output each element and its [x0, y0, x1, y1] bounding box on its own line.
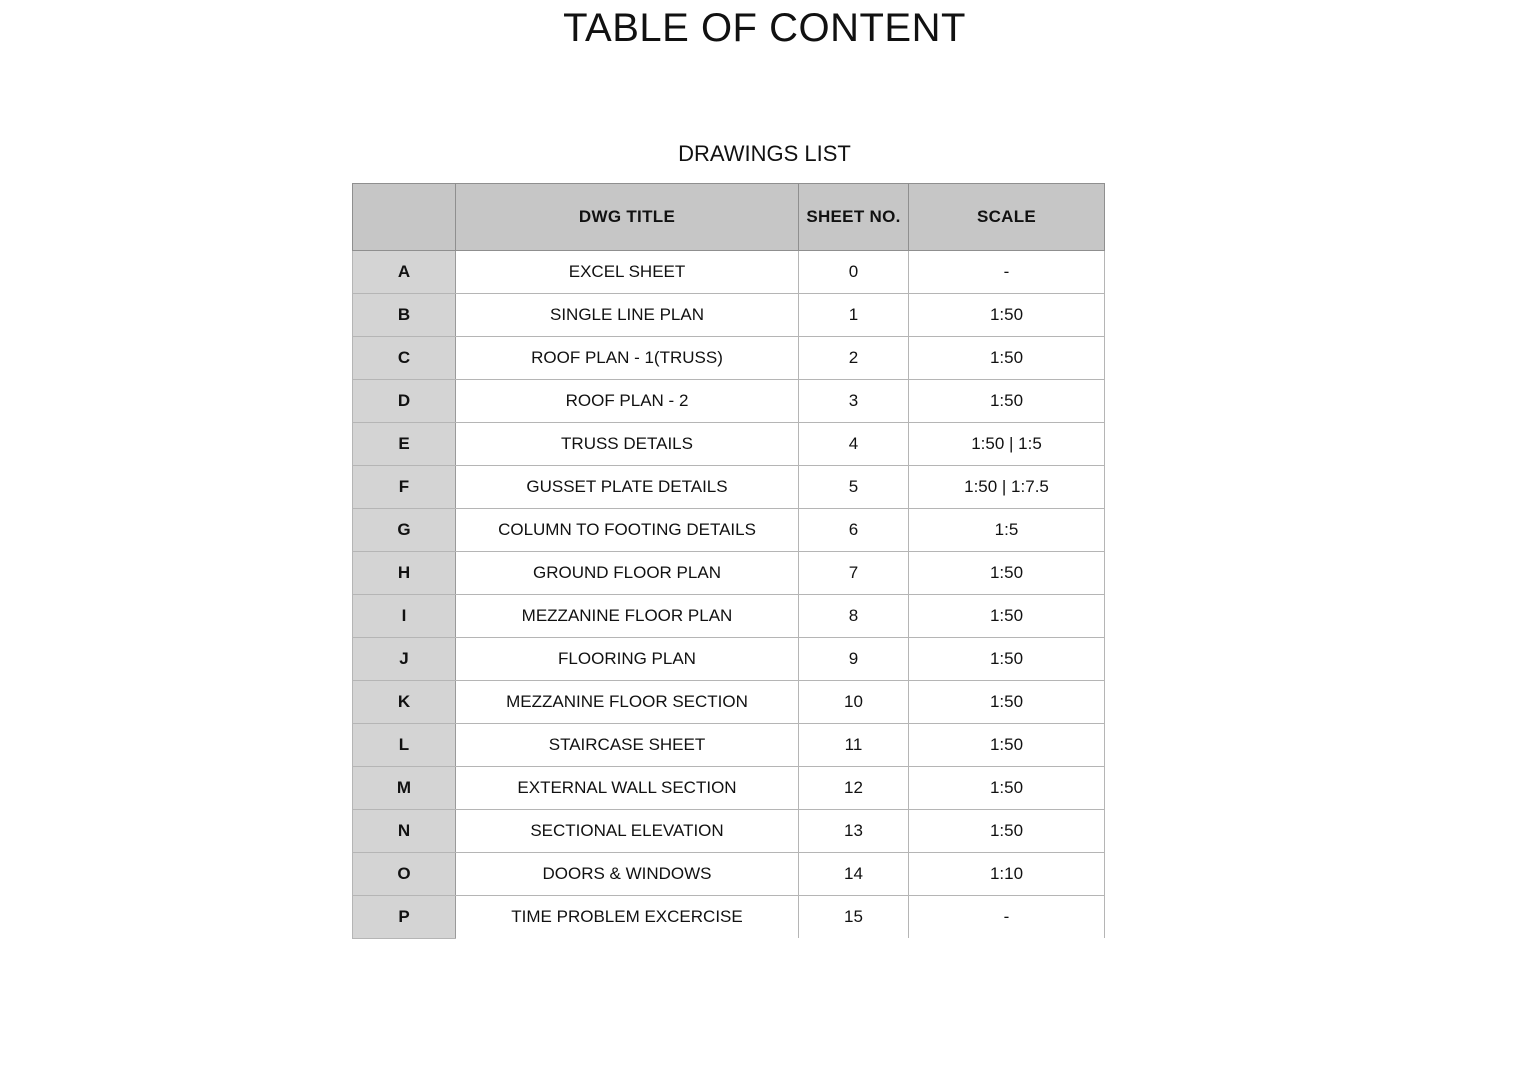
column-header-scale: SCALE: [909, 184, 1105, 251]
row-scale: 1:10: [909, 853, 1105, 896]
row-code: N: [353, 810, 456, 853]
row-scale: 1:50: [909, 595, 1105, 638]
row-scale: 1:50: [909, 681, 1105, 724]
row-scale: 1:50 | 1:7.5: [909, 466, 1105, 509]
row-scale: 1:50 | 1:5: [909, 423, 1105, 466]
drawings-list-table: [352, 183, 1105, 939]
row-scale: -: [909, 251, 1105, 294]
row-sheet-no: 2: [799, 337, 909, 380]
table-row: [353, 552, 1105, 595]
row-title: TIME PROBLEM EXCERCISE: [456, 896, 799, 939]
row-title: COLUMN TO FOOTING DETAILS: [456, 509, 799, 552]
row-title: STAIRCASE SHEET: [456, 724, 799, 767]
row-code: I: [353, 595, 456, 638]
row-code: L: [353, 724, 456, 767]
row-sheet-no: 12: [799, 767, 909, 810]
table-row: [353, 681, 1105, 724]
row-sheet-no: 6: [799, 509, 909, 552]
row-sheet-no: 8: [799, 595, 909, 638]
row-sheet-no: 5: [799, 466, 909, 509]
row-sheet-no: 4: [799, 423, 909, 466]
column-header-sheet-no: SHEET NO.: [799, 184, 909, 251]
row-scale: 1:50: [909, 767, 1105, 810]
table-row: [353, 294, 1105, 337]
row-scale: 1:50: [909, 380, 1105, 423]
table-row: [353, 638, 1105, 681]
row-title: MEZZANINE FLOOR PLAN: [456, 595, 799, 638]
table-row: [353, 896, 1105, 939]
row-title: DOORS & WINDOWS: [456, 853, 799, 896]
row-scale: -: [909, 896, 1105, 939]
row-code: M: [353, 767, 456, 810]
row-sheet-no: 11: [799, 724, 909, 767]
row-code: G: [353, 509, 456, 552]
row-code: E: [353, 423, 456, 466]
row-code: P: [353, 896, 456, 939]
row-title: EXCEL SHEET: [456, 251, 799, 294]
row-sheet-no: 15: [799, 896, 909, 939]
row-code: A: [353, 251, 456, 294]
table-row: [353, 853, 1105, 896]
table-row: [353, 466, 1105, 509]
table-header-row: [353, 184, 1105, 251]
table-row: [353, 724, 1105, 767]
row-title: SECTIONAL ELEVATION: [456, 810, 799, 853]
table-body: [353, 251, 1105, 939]
row-sheet-no: 3: [799, 380, 909, 423]
row-title: EXTERNAL WALL SECTION: [456, 767, 799, 810]
column-header-code: [353, 184, 456, 251]
table-row: [353, 810, 1105, 853]
row-sheet-no: 1: [799, 294, 909, 337]
row-title: GUSSET PLATE DETAILS: [456, 466, 799, 509]
row-sheet-no: 10: [799, 681, 909, 724]
column-header-dwg-title: DWG TITLE: [456, 184, 799, 251]
row-sheet-no: 13: [799, 810, 909, 853]
row-title: ROOF PLAN - 1(TRUSS): [456, 337, 799, 380]
page-title: TABLE OF CONTENT: [563, 6, 966, 50]
row-title: TRUSS DETAILS: [456, 423, 799, 466]
row-scale: 1:50: [909, 724, 1105, 767]
section-title: DRAWINGS LIST: [678, 141, 851, 166]
table-row: [353, 337, 1105, 380]
row-scale: 1:50: [909, 638, 1105, 681]
table-row: [353, 380, 1105, 423]
row-scale: 1:50: [909, 810, 1105, 853]
row-scale: 1:50: [909, 552, 1105, 595]
table-row: [353, 767, 1105, 810]
table-header: [353, 184, 1105, 251]
table-row: [353, 251, 1105, 294]
row-code: D: [353, 380, 456, 423]
table-row: [353, 423, 1105, 466]
drawings-list-table-container: [352, 183, 1104, 939]
row-sheet-no: 9: [799, 638, 909, 681]
row-title: MEZZANINE FLOOR SECTION: [456, 681, 799, 724]
row-code: C: [353, 337, 456, 380]
table-row: [353, 509, 1105, 552]
row-code: O: [353, 853, 456, 896]
row-scale: 1:5: [909, 509, 1105, 552]
row-title: FLOORING PLAN: [456, 638, 799, 681]
table-row: [353, 595, 1105, 638]
row-scale: 1:50: [909, 337, 1105, 380]
row-sheet-no: 7: [799, 552, 909, 595]
row-title: ROOF PLAN - 2: [456, 380, 799, 423]
row-code: K: [353, 681, 456, 724]
row-code: J: [353, 638, 456, 681]
row-code: F: [353, 466, 456, 509]
row-title: GROUND FLOOR PLAN: [456, 552, 799, 595]
row-code: B: [353, 294, 456, 337]
row-title: SINGLE LINE PLAN: [456, 294, 799, 337]
row-scale: 1:50: [909, 294, 1105, 337]
row-sheet-no: 14: [799, 853, 909, 896]
row-code: H: [353, 552, 456, 595]
row-sheet-no: 0: [799, 251, 909, 294]
